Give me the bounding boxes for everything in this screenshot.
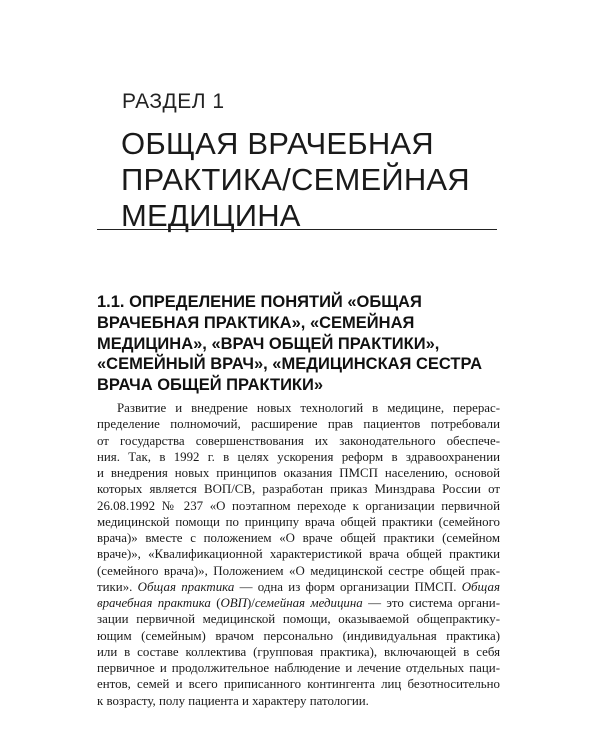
body-text: — это система органи- [368, 596, 501, 610]
term-general-practice-2: Общая [461, 579, 500, 594]
subsection-heading-line: ВРАЧА ОБЩЕЙ ПРАКТИКИ» [97, 376, 324, 395]
body-line: медицинской помощи по принципу врача общей практики (семейного [97, 514, 500, 529]
subsection-heading-line: МЕДИЦИНА», «ВРАЧ ОБЩЕЙ ПРАКТИКИ», [97, 334, 440, 353]
body-line-mixed [97, 579, 500, 595]
body-text: — одна из форм организации ПМСП. [239, 579, 457, 594]
subsection-heading-line: «СЕМЕЙНЫЙ ВРАЧ», «МЕДИЦИНСКАЯ СЕСТРА [97, 355, 482, 374]
term-family-medicine: семейная медицина [254, 596, 363, 610]
subsection-heading-line: 1.1. ОПРЕДЕЛЕНИЕ ПОНЯТИЙ «ОБЩАЯ [97, 293, 422, 311]
body-paragraph [97, 400, 500, 709]
body-line: первичное и продолжительное наблюдение и лечение отдельных паци- [97, 661, 500, 675]
subsection-heading [97, 292, 517, 396]
body-text: тики». [97, 579, 133, 594]
body-line: враче)», «Квалификационной характеристикой врача общей практики [97, 547, 500, 562]
title-divider [97, 229, 497, 230]
body-line: врача)» вместе с положением «О враче общей практики (семейном [97, 531, 500, 545]
body-text: ( [216, 596, 221, 610]
subsection-heading-line: ВРАЧЕБНАЯ ПРАКТИКА», «СЕМЕЙНАЯ [97, 313, 415, 332]
term-general-practice: Общая практика [137, 579, 235, 594]
body-line: или в составе коллектива (групповая практика), включающей в себя [97, 644, 500, 659]
body-line: которых является ВОП/СВ, разработан приказ Минздрава России от [97, 482, 500, 497]
term-abbr-ovp: ОВП [220, 596, 247, 610]
section-title-line: МЕДИЦИНА [121, 198, 301, 233]
body-line-mixed [97, 595, 500, 611]
body-line: ентов, семей и всего приписанного контингента лиц безотносительно [97, 677, 500, 692]
term-medical-practice: врачебная практика [97, 596, 211, 610]
body-line: зации первичной медицинской помощи, оказываемой общепрактику- [97, 612, 500, 627]
section-title-line: ОБЩАЯ ВРАЧЕБНАЯ [121, 126, 434, 161]
body-line: Развитие и внедрение новых технологий в медицине, перерас- [117, 401, 500, 415]
section-title-line: ПРАКТИКА/СЕМЕЙНАЯ [121, 162, 470, 197]
body-line: (семейного врача)», Положением «О медицинской сестре общей прак- [97, 563, 500, 578]
section-label: РАЗДЕЛ 1 [122, 90, 225, 113]
body-line: к возрасту, полу пациента и характеру патологии. [97, 693, 369, 708]
body-text: )/ [246, 596, 255, 610]
body-line: пределение полномочий, расширение прав пациентов потребовали [97, 417, 500, 432]
body-line: и внедрения новых принципов оказания ПМСП населению, основой [97, 466, 500, 480]
body-line: ющим (семейным) врачом персонально (индивидуальная практика) [97, 628, 500, 643]
body-line: ния. Так, в 1992 г. в целях ускорения реформ в здравоохранении [97, 449, 500, 464]
body-line: от государства совершенствования их законодательного обеспече- [97, 433, 500, 448]
body-line: 26.08.1992 № 237 «О поэтапном переходе к организации первичной [97, 498, 500, 513]
section-title [121, 126, 501, 234]
